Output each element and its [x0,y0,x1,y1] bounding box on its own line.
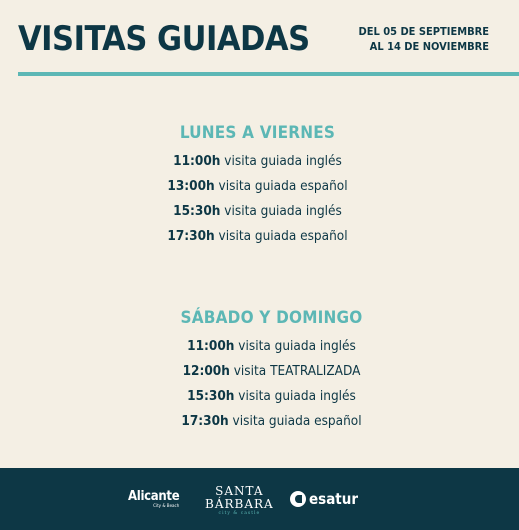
santa-barbara-logo [205,485,274,516]
schedule-time: 15:30h [187,388,235,404]
schedule-time: 13:00h [167,178,215,194]
section-heading: SÁBADO Y DOMINGO [180,308,363,328]
date-range-end: AL 14 DE NOVIEMBRE [369,40,489,53]
page-title: VISITAS GUIADAS [18,19,310,59]
footer-bar [0,468,519,530]
header-divider [18,72,519,76]
schedule-text: visita guiada inglés [234,388,356,404]
schedule-text: visita guiada español [214,178,348,194]
alicante-logo-subtitle: City & Beach [153,504,180,509]
schedule-text: visita guiada inglés [220,153,342,169]
schedule-row [0,224,517,249]
schedule-text: visita guiada español [228,413,362,429]
schedule-text: visita guiada español [214,228,348,244]
schedule-time: 17:30h [167,228,215,244]
schedule-row [12,359,519,384]
schedule-row [12,409,519,434]
schedule-text: visita guiada inglés [234,338,356,354]
santa-barbara-logo-line2: BÁRBARA [205,497,274,511]
schedule-time: 11:00h [173,153,221,169]
schedule-row [12,384,519,409]
santa-barbara-logo-tagline: city & castle [218,511,261,516]
date-range-start: DEL 05 DE SEPTIEMBRE [358,25,489,38]
alicante-logo [128,490,179,509]
schedule-time: 12:00h [182,363,230,379]
schedule-weekend [12,308,519,434]
esatur-icon [290,491,306,507]
date-range [359,24,489,54]
schedule-row [0,174,517,199]
santa-barbara-logo-line1: SANTA [215,484,264,498]
schedule-row [0,199,517,224]
schedule-row [0,149,517,174]
schedule-text: visita TEATRALIZADA [229,363,361,379]
section-heading: LUNES A VIERNES [179,123,336,143]
schedule-time: 17:30h [181,413,229,429]
alicante-logo-text: Alicante [128,489,180,504]
schedule-row [12,334,519,359]
schedule-weekdays [0,123,517,249]
esatur-logo-text: esatur [309,490,359,508]
esatur-logo [290,490,358,508]
schedule-time: 15:30h [173,203,221,219]
schedule-time: 11:00h [187,338,235,354]
schedule-text: visita guiada inglés [220,203,342,219]
